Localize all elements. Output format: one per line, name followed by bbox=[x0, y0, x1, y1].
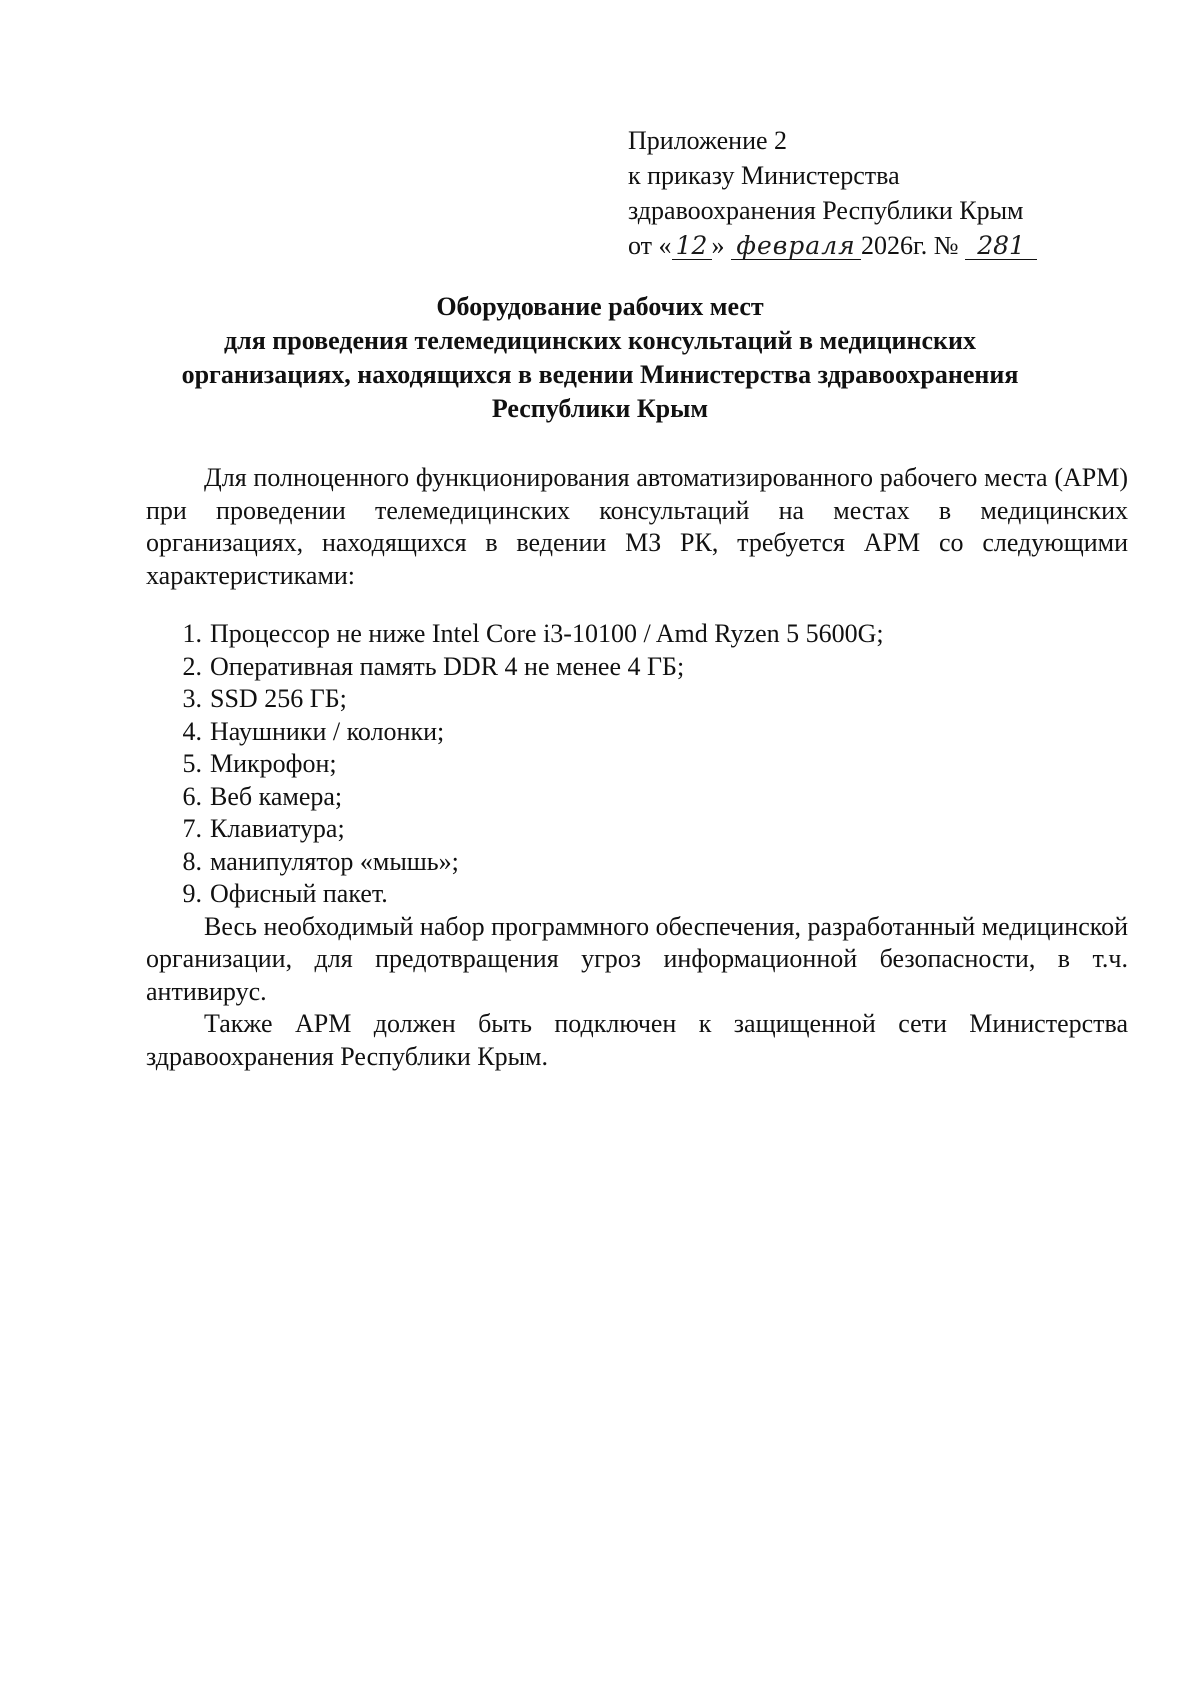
list-item-text: Процессор не ниже Intel Core i3-10100 / Amd Ryzen 5 5600G; bbox=[210, 619, 884, 648]
appendix-header bbox=[628, 123, 1148, 263]
list-item-number: 1. bbox=[182, 619, 202, 648]
title-line-1: Оборудование рабочих мест bbox=[436, 292, 764, 321]
list-item-number: 6. bbox=[182, 781, 202, 811]
list-item-number: 5. bbox=[182, 749, 202, 778]
list-item bbox=[146, 813, 1128, 846]
list-item-text: Оперативная память DDR 4 не менее 4 ГБ; bbox=[210, 651, 685, 681]
appendix-line-3: здравоохранения Республики Крым bbox=[628, 196, 1024, 225]
list-item-text: манипулятор «мышь»; bbox=[210, 846, 459, 876]
list-item-number: 4. bbox=[182, 716, 202, 746]
date-mid: » bbox=[711, 231, 725, 260]
network-paragraph: Также АРМ должен быть подключен к защищенной сети Министерства здравоохранения Республики Крым. bbox=[146, 1009, 1128, 1071]
list-item-number: 3. bbox=[182, 684, 202, 713]
title-line-3: организациях, находящихся в ведении Министерства здравоохранения bbox=[181, 360, 1019, 389]
handwritten-month: февраля bbox=[731, 233, 861, 260]
list-item-number: 2. bbox=[182, 651, 202, 681]
list-item-number: 9. bbox=[182, 879, 202, 908]
list-item-text: Микрофон; bbox=[210, 749, 337, 778]
list-item bbox=[146, 683, 1128, 716]
list-item-text: SSD 256 ГБ; bbox=[210, 684, 347, 713]
list-item-text: Офисный пакет. bbox=[210, 879, 388, 908]
list-item bbox=[146, 846, 1128, 879]
appendix-line-2: к приказу Министерства bbox=[628, 161, 900, 190]
list-item bbox=[146, 618, 1128, 651]
requirements-list bbox=[146, 618, 1128, 911]
software-paragraph: Весь необходимый набор программного обеспечения, разработанный медицинской организации, для предотвращения угроз информационной безопасности, в т.ч. антивирус. bbox=[146, 911, 1128, 1006]
title-line-2: для проведения телемедицинских консультаций в медицинских bbox=[223, 326, 977, 355]
list-item-number: 7. bbox=[182, 814, 202, 843]
title-line-4: Республики Крым bbox=[491, 394, 709, 423]
list-item bbox=[146, 878, 1128, 911]
appendix-line-1: Приложение 2 bbox=[628, 126, 788, 155]
list-item bbox=[146, 748, 1128, 781]
list-item-text: Клавиатура; bbox=[210, 814, 345, 843]
handwritten-day: 12 bbox=[672, 233, 712, 260]
document-body bbox=[146, 462, 1128, 1073]
list-item bbox=[146, 651, 1128, 684]
list-item bbox=[146, 781, 1128, 814]
list-item-text: Наушники / колонки; bbox=[210, 716, 445, 746]
order-date-line bbox=[628, 228, 1148, 263]
handwritten-order-number: 281 bbox=[965, 233, 1037, 260]
list-item-number: 8. bbox=[182, 846, 202, 876]
date-year: 2026г. № bbox=[861, 231, 959, 260]
intro-paragraph: Для полноценного функционирования автоматизированного рабочего места (АРМ) при проведении телемедицинских консультаций на местах в медицинских организациях, находящихся в ведении МЗ РК, требуется АРМ со следующими характеристиками: bbox=[146, 463, 1128, 590]
list-item bbox=[146, 716, 1128, 749]
date-prefix: от « bbox=[628, 231, 672, 260]
document-title bbox=[120, 290, 1080, 426]
list-item-text: Веб камера; bbox=[210, 781, 343, 811]
